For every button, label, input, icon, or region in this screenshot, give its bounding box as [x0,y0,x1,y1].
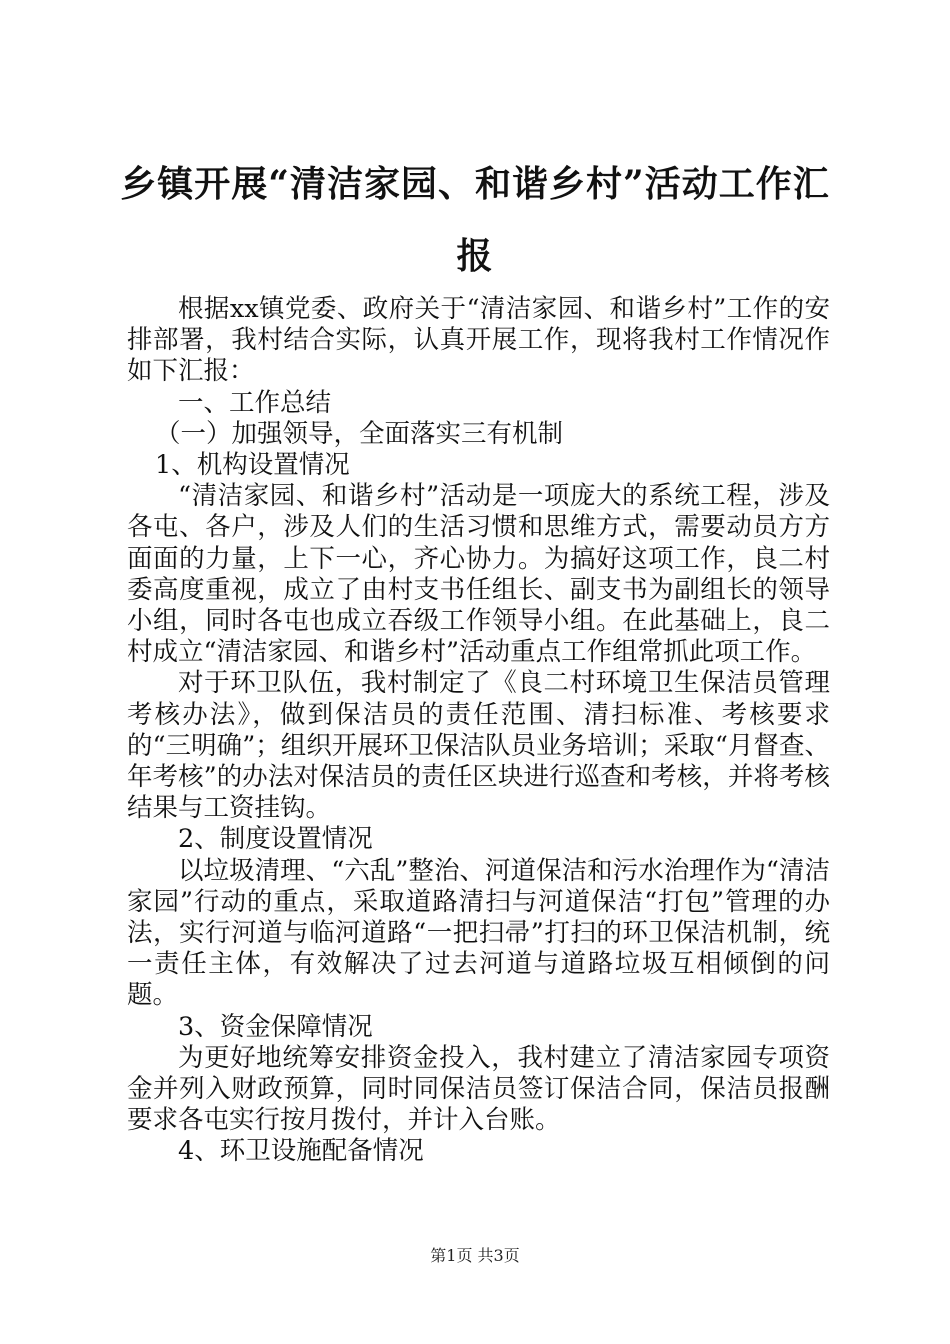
document-body [127,294,830,1168]
paragraph-organization: “清洁家园、和谐乡村”活动是一项庞大的系统工程，涉及各屯、各户，涉及人们的生活习惯和思维方式，需要动员方方面面的力量，上下一心，齐心协力。为搞好这项工作，良二村委高度重视，成立了由村支书任组长、副支书为副组长的领导小组，同时各屯也成立吞级工作领导小组。在此基础上，良二村成立“清洁家园、和谐乡村”活动重点工作组常抓此项工作。 [127,481,830,668]
subsection-heading: （一）加强领导，全面落实三有机制 [155,418,564,449]
paragraph-system: 以垃圾清理、“六乱”整治、河道保洁和污水治理作为“清洁家园”行动的重点，采取道路清扫与河道保洁“打包”管理的办法，实行河道与临河道路“一把扫帚”打扫的环卫保洁机制，统一责任主体，有效解决了过去河道与道路垃圾互相倾倒的问题。 [127,855,830,1011]
section-heading: 一、工作总结 [178,387,332,418]
page-number: 第1页 共3页 [430,1246,520,1265]
document-title: 乡镇开展“清洁家园、和谐乡村”活动工作汇报 [120,163,830,277]
paragraph-intro: 根据xx镇党委、政府关于“清洁家园、和谐乡村”工作的安排部署，我村结合实际，认真开展工作，现将我村工作情况作如下汇报： [127,294,830,387]
item-heading-3: 3、资金保障情况 [178,1011,373,1042]
item-heading-2: 2、制度设置情况 [178,824,373,855]
item-heading-1: 1、机构设置情况 [155,450,350,481]
paragraph-sanitation-team: 对于环卫队伍，我村制定了《良二村环境卫生保洁员管理考核办法》，做到保洁员的责任范围、清扫标准、考核要求的“三明确”；组织开展环卫保洁队员业务培训；采取“月督查、年考核”的办法对保洁员的责任区块进行巡查和考核，并将考核结果与工资挂钩。 [127,668,830,824]
paragraph-funding: 为更好地统筹安排资金投入，我村建立了清洁家园专项资金并列入财政预算，同时同保洁员签订保洁合同，保洁员报酬要求各屯实行按月拨付，并计入台账。 [127,1042,830,1136]
item-heading-4: 4、环卫设施配备情况 [178,1136,424,1167]
